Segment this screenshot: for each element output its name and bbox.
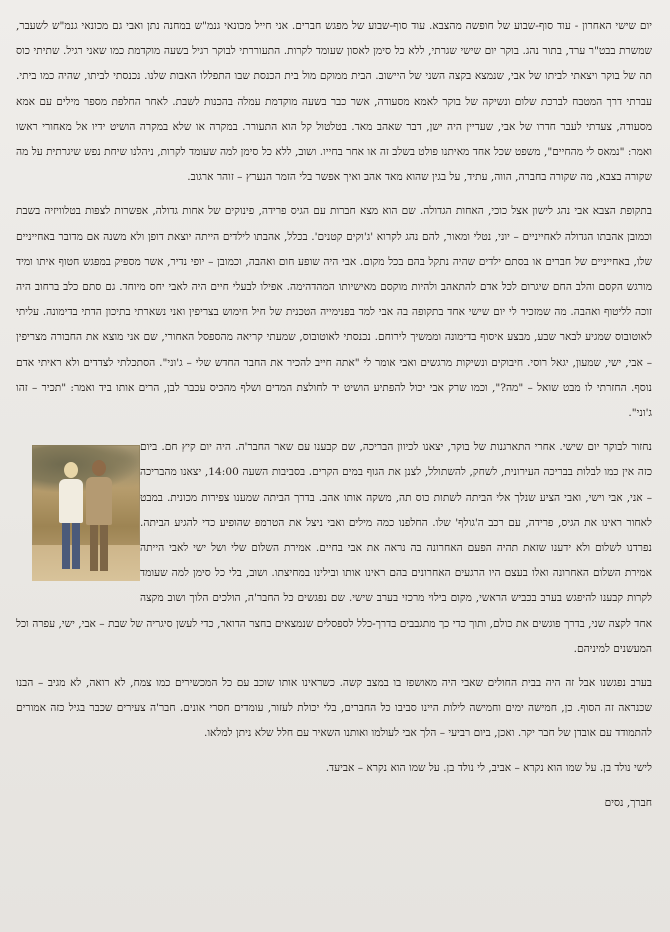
photo-person-right (86, 460, 112, 571)
paragraph-2: בתקופת הצבא אבי נהג לישון אצל כוכי, האחות הגדולה. שם הוא מצא חברות עם הגיס פרידה, פינוקים של אחות גדולה, אפשרות לצפות בטלוויזיה בשבת וכמובן אהבתו הגדולה לאחייניים – יוני, נטלי ומאור, להם נהג לקרוא 'ג'וקים קטנים'. בכלל, אהבתו לילדים הייתה יוצאת דופן ולא משנה אם מדובר באחייניים שלו, באחייניים של חברים או בסתם ילדים שהיה נתקל בהם בכל מקום. אבי היה שופע חום ואהבה, וכמובן – יופי נדיר, אשר מספיק במפגש חטוף איתו ומיד מורגש הקסם והלב החם שיגרום לכל אדם להתאהב ולהיות מוקסם מאישיותו המהדהימה. אפילו לבעלי חיים היה לאבי יחס מיוחד. גם סתם כלב ברחוב היה זוכה לליטוף ואהבה. מה שמזכיר לי יום שישי אחד בתקופה בה אבי למד בפנימייה הטכנית של חיל חימוש בצריפין ואני נשארתי בתיכון הדתי בדימונה. עליתי לאוטובוס שמגיע לבאר שבע, מבצע איסוף בדימונה וממשיך לירוחם. נכנסתי לאוטובוס, שמעתי קריאה מהספסל האחורי, שם אני מוצא את החבורה מצריפין – אבי, ישי, שמעון, יגאל רוסי. חיבוקים ונשיקות מרגשים ואבי אומר לי "אתה חייב להכיר את החבר החדש שלי – ג'וני". הסתכלתי לצדדים ולא ראיתי אדם נוסף. החזרתי לו מבט שואל – "מה?", וכמו שרק אבי יכול להפתיע הושיט יד לחולצת המדים ושלף מהכיס עכבר לבן, הרים אותו ביד ואמר: "תכיר – זהו ג'וני". (16, 205, 653, 420)
photo-section (16, 435, 652, 671)
signature: חברך, נסים (604, 796, 652, 809)
paragraph-1: יום שישי האחרון - עוד סוף-שבוע של חופשה מהצבא. עוד סוף-שבוע של מפגש חברים. אני חייל מכונאי גנמ"ש במחנה נתן ואבי גם מכונאי גנמ"ש לשעבר, שמשרת בבט"ר ערד, בתור נהג. בוקר יום שישי שגרתי, ללא כל סימן לאסון שעומד לקרות. התעוררתי לבוקר רגיל בשעה מוקדמת כמו שאני רגיל. שתיתי כוס תה של בוקר ויצאתי לביתו של אבי, שנמצא בקצה השני של היישוב. הבית ממוקם מול בית הכנסת שבו התפללו האבות שלנו. נכנסתי לביתו, שהיה כמו ביתי. עברתי דרך המטבח לברכת שלום ונשיקה של בוקר לאמא מסעודה, אשר כבר בשעה מוקדמת עמלה בהכנות לשבת. לאחר החלפת מספר מילים עם אמא מסעודה, צעדתי לעבר חדרו של אבי, שעדיין היה ישן, דבר שאהב מאד. בטלטול קל הוא התעורר. במקרה או שלא במקרה הושיט ידיו אל מאחורי ראשו ואמר: "נמאס לי מהחיים", משפט שכל אחד מאיתנו פולט בשלב זה או אחר בחייו. ושוב, ללא כל סימן למה שעומד לקרות, ניהלנו שיחת נפש שיגרתית על מה שקורה בצבא, מה שקורה בחברה, הווה, עתיד, על בגין שהוא מאד אהב ואיך אפשר בלי הזמר הנערץ – זוהר ארגוב. (16, 20, 652, 184)
friends-photo (32, 445, 140, 581)
paragraph-5: לישי נולד בן. על שמו הוא נקרא – אביב, לי נולד בן. על שמו הוא נקרא – אביעד. (325, 761, 652, 774)
paragraph-3: נחזור לבוקר יום שישי. אחרי התארגנות של בוקר, יצאנו לכיוון הבריכה, שם קבענו עם שאר החבר'ה. היה יום קיץ חם. ביום כזה אין כמו לבלות בבריכה העירונית, לשחק, להשתולל, לצנן את הגוף במים הקרים. בסביבות השעה 14:00, יצאנו מהבריכה – אני, אבי וישי, ואבי הציע שנלך אלי הביתה לשתות כוס תה, משקה אותו אהב. בדרך הביתה שמענו צפירות מכונית. במבט לאחור ראינו את הגיס, פרידה, עם רכב ה'גולף' שלו. החלפנו כמה מילים ואבי ניצל את הטרמפ שהופיע כדי להגיע הביתה. נפרדנו לשלום ולא ידענו שזאת תהיה הפעם האחרונה בה נראה את אבי בחיים. אמירת השלום שלי ושל ישי לאבי הייתה אמירת השלום האחרונה ואלו בעצם היו הרגעים האחרונים בהם ראינו אותו ובילינו במחיצתו. ושוב, בלי כל סימן למה שעומד לקרות קבענו להיפגש בערב בכביש הראשי, מקום בילוי מרכזי בערב שישי. שם נפגשים כל החבר'ה, הולכים הלוך ושוב מקצה אחד לקצה שני, בדרך פוגשים את כולם, ותוך כדי כך מתגבבים בדרך-כלל לספסלים שנמצאים בחצר הדואר, כדי לעשן סיגריה של שבת – אבי, ישי, עפרה וכל המעשנים למיניהם. (16, 441, 652, 655)
photo-person-left (58, 462, 84, 569)
paragraph-4: בערב נפגשנו אבל זה היה בבית החולים שאבי היה מאושפז בו במצב קשה. כשראינו אותו שוכב עם כל המכשירים כמו צמח, לא רואה, לא מגיב – הבנו שכנראה זה הסוף. כן, חמישה ימים וחמישה לילות היינו סביבו כל החברים, בלי יכולת לעזור, עומדים חסרי אונים. חבר'ה צעירים שכבר בגיל כזה אמורים להתמודד עם אובדן של חבר יקר. ואכן, ביום רביעי – הלך אבי לעולמו ואותנו השאיר עם חלל שלא ניתן למלאו. (16, 677, 652, 740)
